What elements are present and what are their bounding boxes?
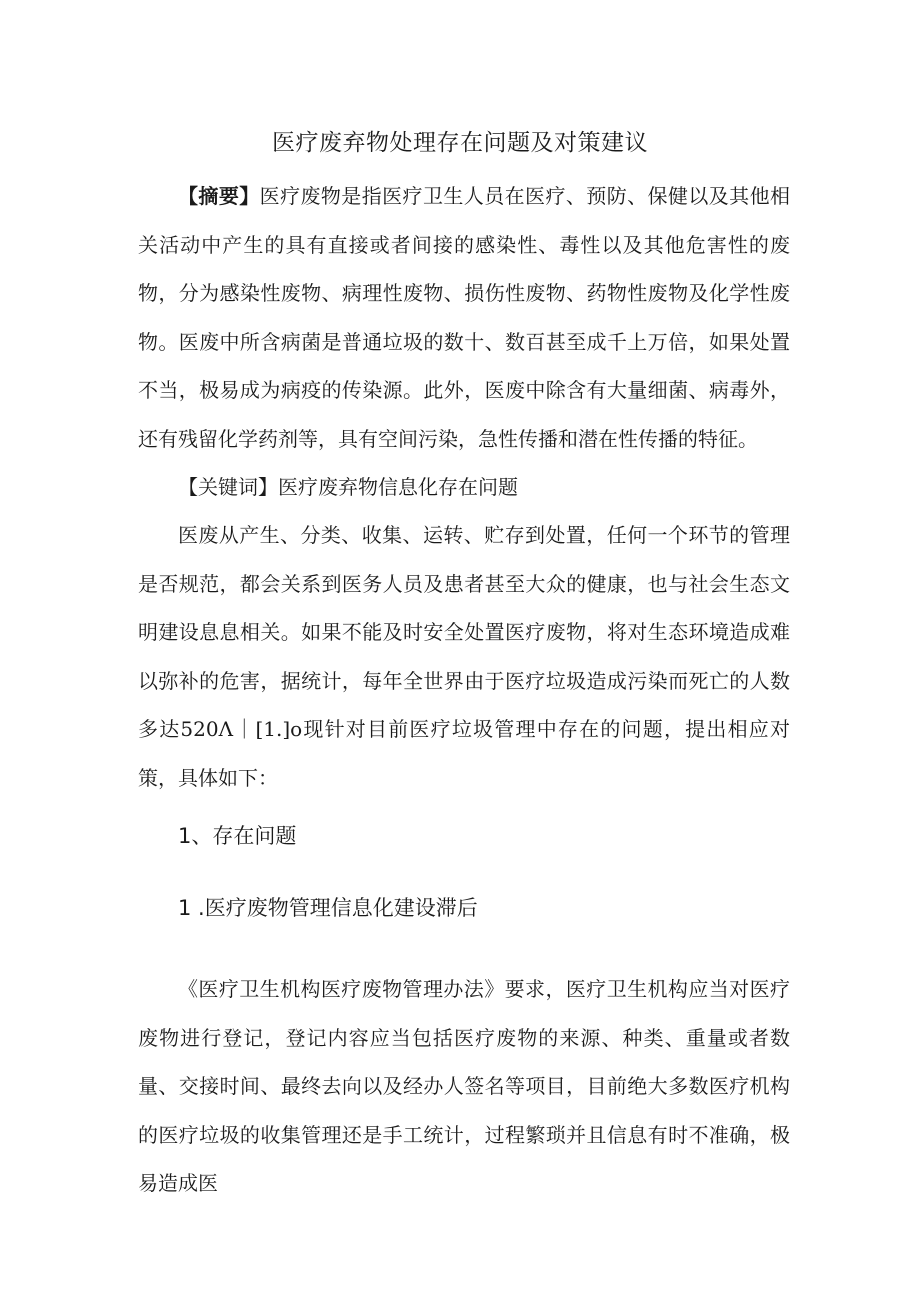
abstract-text: 医疗废物是指医疗卫生人员在医疗、预防、保健以及其他相关活动中产生的具有直接或者间接的感染性、毒性以及其他危害性的废物，分为感染性废物、病理性废物、损伤性废物、药物性废物及化学性废物。医废中所含病菌是普通垃圾的数十、数百甚至成千上万倍，如果处置不当，极易成为病疫的传染源。此外，医废中除含有大量细菌、病毒外，还有残留化学药剂等，具有空间污染，急性传播和潜在性传播的特征。	[138, 184, 791, 451]
section-heading: 1、存在问题	[178, 824, 297, 848]
document-title: 医疗废弃物处理存在问题及对策建议	[272, 130, 648, 156]
abstract-label: 【摘要】	[178, 184, 260, 208]
keywords-paragraph	[138, 463, 790, 512]
body-paragraph: 《医疗卫生机构医疗废物管理办法》要求，医疗卫生机构应当对医疗废物进行登记，登记内容应当包括医疗废物的来源、种类、重量或者数量、交接时间、最终去向以及经办人签名等项目，目前绝大多数医疗机构的医疗垃圾的收集管理还是手工统计，过程繁琐并且信息有时不准确，极易造成医	[138, 977, 790, 1195]
subsection-heading: 1 .医疗废物管理信息化建设滞后	[178, 896, 478, 920]
intro-paragraph: 医废从产生、分类、收集、运转、贮存到处置，任何一个环节的管理是否规范，都会关系到医务人员及患者甚至大众的健康，也与社会生态文明建设息息相关。如果不能及时安全处置医疗废物，将对生态环境造成难以弥补的危害，据统计，每年全世界由于医疗垃圾造成污染而死亡的人数多达520Λ｜[1.]o现针对目前医疗垃圾管理中存在的问题，提出相应对策，具体如下：	[138, 523, 790, 790]
keywords-text: 医疗废弃物信息化存在问题	[278, 475, 518, 499]
abstract-paragraph	[138, 172, 790, 463]
keywords-label: 【关键词】	[178, 475, 278, 499]
